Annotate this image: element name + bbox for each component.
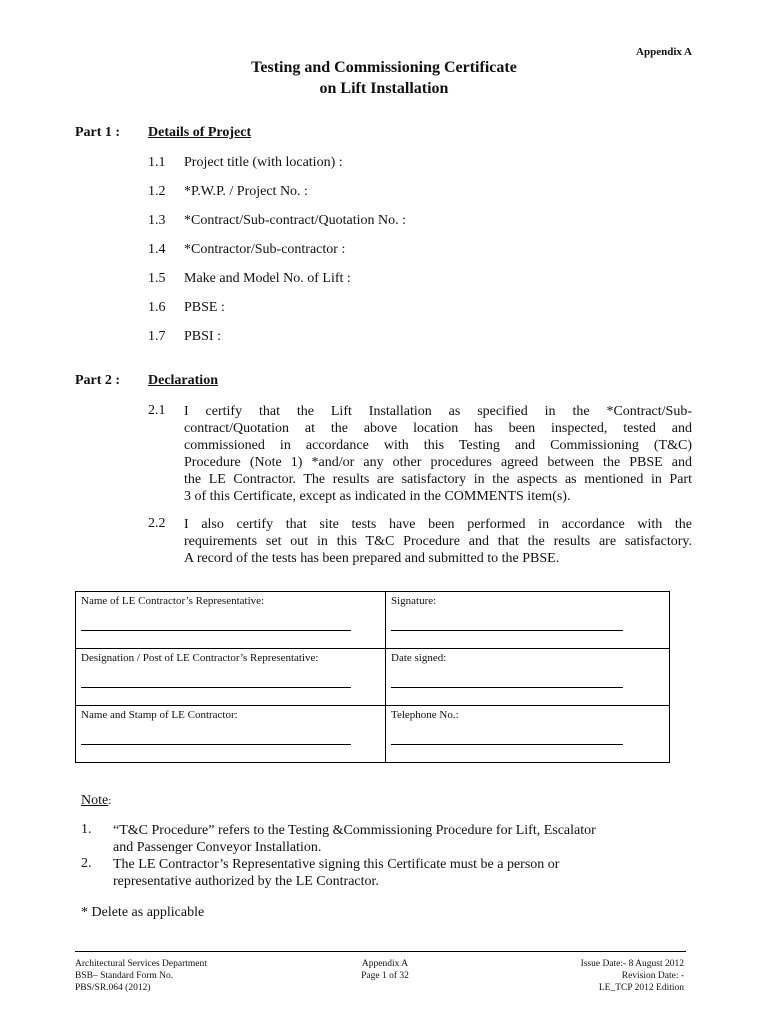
item-pbse: PBSE : — [184, 300, 225, 315]
designation-label: Designation / Post of LE Contractor’s Representative: — [81, 652, 319, 664]
part-1-label: Part 1 : — [75, 125, 121, 140]
date-signed-cell — [386, 649, 670, 706]
note-heading: Note — [81, 793, 109, 808]
signature-cell — [386, 592, 670, 649]
item-contractor: *Contractor/Sub-contractor : — [184, 242, 346, 257]
item-number: 1.2 — [148, 184, 166, 199]
item-number: 1.5 — [148, 271, 166, 286]
paragraph-line: requirements set out in this T&C Procedure and that the results are satisfactory. — [184, 534, 692, 549]
contractor-stamp-cell — [76, 706, 386, 763]
item-number: 1.3 — [148, 213, 166, 228]
footer-issue-date: Issue Date:- 8 August 2012 — [580, 959, 684, 969]
part-1-heading: Details of Project — [148, 125, 252, 140]
note-line: representative authorized by the LE Contractor. — [113, 874, 379, 889]
footer-department: Architectural Services Department — [75, 959, 207, 969]
item-project-title: Project title (with location) : — [184, 155, 343, 170]
footer-form-label: BSB– Standard Form No. — [75, 971, 174, 981]
footer-appendix: Appendix A — [361, 959, 409, 969]
item-number: 1.6 — [148, 300, 166, 315]
item-pbsi: PBSI : — [184, 329, 221, 344]
signature-label: Signature: — [391, 595, 437, 607]
declaration-2-2-text — [184, 516, 692, 567]
item-number: 1.1 — [148, 155, 166, 170]
paragraph-line: contract/Quotation at the above location has been inspected, tested and — [184, 421, 692, 436]
paragraph-line: I also certify that site tests have been performed in accordance with the — [184, 517, 692, 532]
item-number: 1.4 — [148, 242, 166, 257]
contractor-stamp-line[interactable] — [81, 744, 351, 745]
footer-page-number: Page 1 of 32 — [361, 971, 409, 981]
note-heading-wrap — [81, 793, 111, 809]
declaration-2-1-number: 2.1 — [148, 403, 166, 418]
note-1-text — [113, 822, 673, 856]
signature-table — [75, 591, 670, 763]
footer-right — [581, 958, 684, 994]
item-contract-number: *Contract/Sub-contract/Quotation No. : — [184, 213, 407, 228]
declaration-2-1-text — [184, 403, 692, 505]
paragraph-line: A record of the tests has been prepared and submitted to the PBSE. — [184, 551, 560, 566]
document-title-line-2: on Lift Installation — [319, 80, 449, 97]
item-number: 1.7 — [148, 329, 166, 344]
contractor-stamp-label: Name and Stamp of LE Contractor: — [81, 709, 238, 721]
footer-edition: LE_TCP 2012 Edition — [598, 983, 684, 993]
delete-as-applicable-note: * Delete as applicable — [81, 905, 205, 920]
note-heading-colon: : — [108, 795, 112, 807]
designation-cell — [76, 649, 386, 706]
note-line: “T&C Procedure” refers to the Testing &Commissioning Procedure for Lift, Escalator — [113, 823, 596, 838]
table-row — [76, 706, 670, 763]
footer-revision-date: Revision Date: - — [621, 971, 684, 981]
part-2-heading: Declaration — [148, 373, 218, 388]
note-2-number: 2. — [81, 856, 92, 871]
part-2-label: Part 2 : — [75, 373, 121, 388]
footer-center — [320, 958, 450, 982]
telephone-line[interactable] — [391, 744, 623, 745]
paragraph-line: I certify that the Lift Installation as specified in the *Contract/Sub- — [184, 404, 692, 419]
representative-name-cell — [76, 592, 386, 649]
note-1-number: 1. — [81, 822, 92, 837]
paragraph-line: Procedure (Note 1) *and/or any other procedures agreed between the PBSE and — [184, 455, 692, 470]
footer-form-number: PBS/SR.064 (2012) — [75, 983, 151, 993]
signature-line[interactable] — [391, 630, 623, 631]
table-row — [76, 592, 670, 649]
item-project-number: *P.W.P. / Project No. : — [184, 184, 308, 199]
document-title-line-1: Testing and Commissioning Certificate — [251, 59, 517, 76]
telephone-label: Telephone No.: — [391, 709, 459, 721]
designation-line[interactable] — [81, 687, 351, 688]
date-signed-label: Date signed: — [391, 652, 447, 664]
paragraph-line: 3 of this Certificate, except as indicated in the COMMENTS item(s). — [184, 489, 571, 504]
appendix-label: Appendix A — [636, 46, 692, 58]
note-2-text — [113, 856, 673, 890]
representative-name-line[interactable] — [81, 630, 351, 631]
declaration-2-2-number: 2.2 — [148, 516, 166, 531]
footer-divider — [75, 951, 686, 952]
note-line: and Passenger Conveyor Installation. — [113, 840, 322, 855]
footer-left — [75, 958, 207, 994]
note-line: The LE Contractor’s Representative signing this Certificate must be a person or — [113, 857, 560, 872]
representative-name-label: Name of LE Contractor’s Representative: — [81, 595, 265, 607]
date-signed-line[interactable] — [391, 687, 623, 688]
paragraph-line: commissioned in accordance with this Testing and Commissioning (T&C) — [184, 438, 692, 453]
table-row — [76, 649, 670, 706]
paragraph-line: the LE Contractor. The results are satisfactory in the aspects as mentioned in Part — [184, 472, 692, 487]
telephone-cell — [386, 706, 670, 763]
item-make-model: Make and Model No. of Lift : — [184, 271, 351, 286]
